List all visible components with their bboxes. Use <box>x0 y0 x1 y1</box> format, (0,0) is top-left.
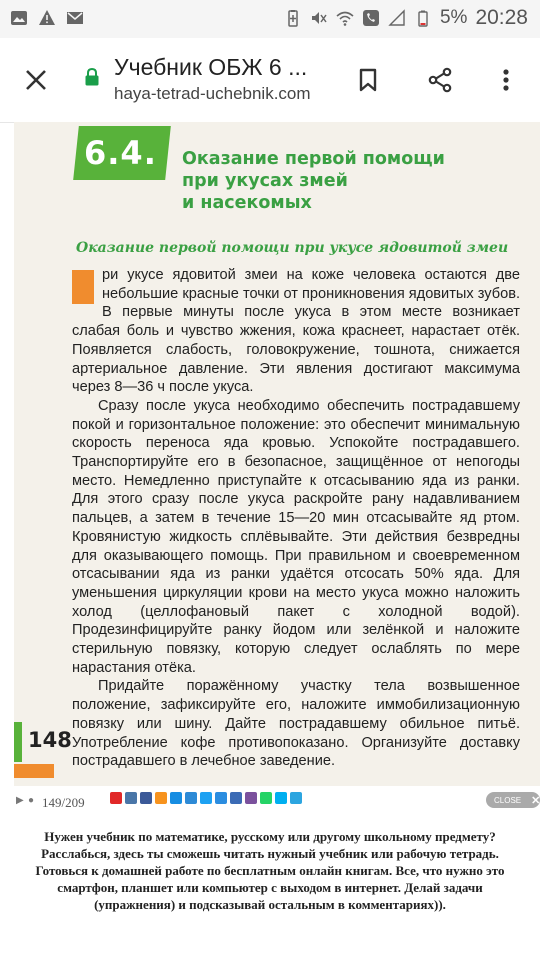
alert-icon <box>38 9 56 27</box>
paragraph: Сразу после укуса необходимо обеспечить пострадавшему покой и горизонтальное положение: это обеспечит минимальную скорость переноса яда кровью. Успокойте пострадавшего. Транспортируйте его в безопасное, защищённое от непогоды место. Немедленно приступайте к отсасыванию яда из ранки. Для этого сразу после укуса раскройте рану надавливанием пальцев, а затем в течение 15—20 мин отсасывайте яд ртом. Кровянистую жидкость сплёвывайте. Эти действия безвредны для оказывающего помощь. При правильном и своевременном отсасывании яда из ранки удаётся отсосать 50% яда. Для уменьшения циркуляции крови на место укуса можно наложить холод (целлофановый пакет с холодной водой). Продезинфицируйте ранку йодом или зелёнкой и наложите стерильную повязку, которую следует ослаблять по мере нарастания отёка. <box>72 397 520 676</box>
battery-saver-icon <box>284 9 302 27</box>
share-blogger-icon[interactable] <box>215 792 227 804</box>
page-number-accent <box>14 764 54 778</box>
more-button[interactable] <box>488 62 524 98</box>
share-icon <box>427 67 453 93</box>
page-counter: 149/209 <box>42 795 85 810</box>
close-ad-icon: ✕ <box>531 794 540 807</box>
body-text <box>72 266 520 771</box>
promo-text: Нужен учебник по математике, русскому или другому школьному предмету? Расслабься, здесь ты сможешь читать нужный учебник или рабочую тетрадь. Готовься к домашней работе по бесплатным онлайн книгам. Все, что нужно это смартфон, планшет или компьютер с выходом в интернет. Делай задачи (упражнения) и подсказывай остальным в комментариях)). <box>35 829 505 912</box>
share-flipboard-icon[interactable] <box>110 792 122 804</box>
textbook-page-image <box>14 122 540 786</box>
paragraph <box>72 266 520 397</box>
close-ad-label: CLOSE <box>494 795 522 805</box>
play-icon[interactable]: ▶ <box>16 795 24 806</box>
section-title-line: и насекомых <box>182 193 312 213</box>
mail-icon <box>66 9 84 27</box>
share-livejournal-icon[interactable] <box>230 792 242 804</box>
battery-percent: 5% <box>439 7 468 28</box>
share-buttons <box>110 792 302 804</box>
bookmark-button[interactable] <box>350 62 386 98</box>
pager-bar <box>0 786 540 816</box>
share-mail-icon[interactable] <box>170 792 182 804</box>
page-url[interactable]: haya-tetrad-uchebnik.com <box>114 84 311 103</box>
share-telegram-icon[interactable] <box>290 792 302 804</box>
share-button[interactable] <box>422 62 458 98</box>
mute-icon <box>310 9 328 27</box>
page-number: 148 <box>28 728 72 752</box>
close-button[interactable] <box>18 62 54 98</box>
drop-cap <box>72 270 94 304</box>
battery-icon <box>414 9 432 27</box>
share-twitter-icon[interactable] <box>200 792 212 804</box>
more-icon <box>502 68 510 92</box>
clock: 20:28 <box>475 6 528 29</box>
share-odnoklassniki-icon[interactable] <box>155 792 167 804</box>
paragraph: Придайте поражённому участку тела возвышенное положение, зафиксируйте его, наложите иммобилизационную повязку или шину. Дайте пострадавшему обильное питьё. Употребление кофе противопоказано. Организуйте доставку пострадавшего в лечебное заведение. <box>72 678 520 770</box>
share-viber-icon[interactable] <box>245 792 257 804</box>
lock-icon <box>84 67 100 87</box>
share-whatsapp-icon[interactable] <box>260 792 272 804</box>
page-number-tab <box>14 720 72 768</box>
browser-toolbar <box>0 38 540 123</box>
call-icon <box>362 9 380 27</box>
page-title: Учебник ОБЖ 6 ... <box>114 54 308 80</box>
bookmark-icon <box>358 68 378 92</box>
close-icon <box>25 69 47 91</box>
section-title <box>182 148 445 214</box>
paragraph-text: ри укусе ядовитой змеи на коже человека остаются две небольшие красные точки от проникновения ядовитых зубов. В первые минуты после укуса в этом месте возникает слабая боль и чувство жжения, кожа краснеет, нарастает отёк. Появляется слабость, головокружение, тошнота, снижается артериальное давление. Эти явления достигают максимума через 8—36 ч после укуса. <box>72 267 521 396</box>
close-ad-button[interactable] <box>486 792 540 808</box>
wifi-icon <box>336 9 354 27</box>
section-title-line: Оказание первой помощи <box>182 149 445 169</box>
stop-icon[interactable]: ● <box>28 795 35 806</box>
signal-icon <box>388 9 406 27</box>
section-title-line: при укусах змей <box>182 171 348 191</box>
section-number: 6.4. <box>84 134 157 172</box>
share-vk-icon[interactable] <box>125 792 137 804</box>
subheading: Оказание первой помощи при укусе ядовитой змеи <box>76 240 509 256</box>
status-bar <box>0 0 540 38</box>
page-number-bar <box>14 722 22 762</box>
share-skype-icon[interactable] <box>275 792 287 804</box>
photo-icon <box>10 9 28 27</box>
share-moimir-icon[interactable] <box>185 792 197 804</box>
share-facebook-icon[interactable] <box>140 792 152 804</box>
